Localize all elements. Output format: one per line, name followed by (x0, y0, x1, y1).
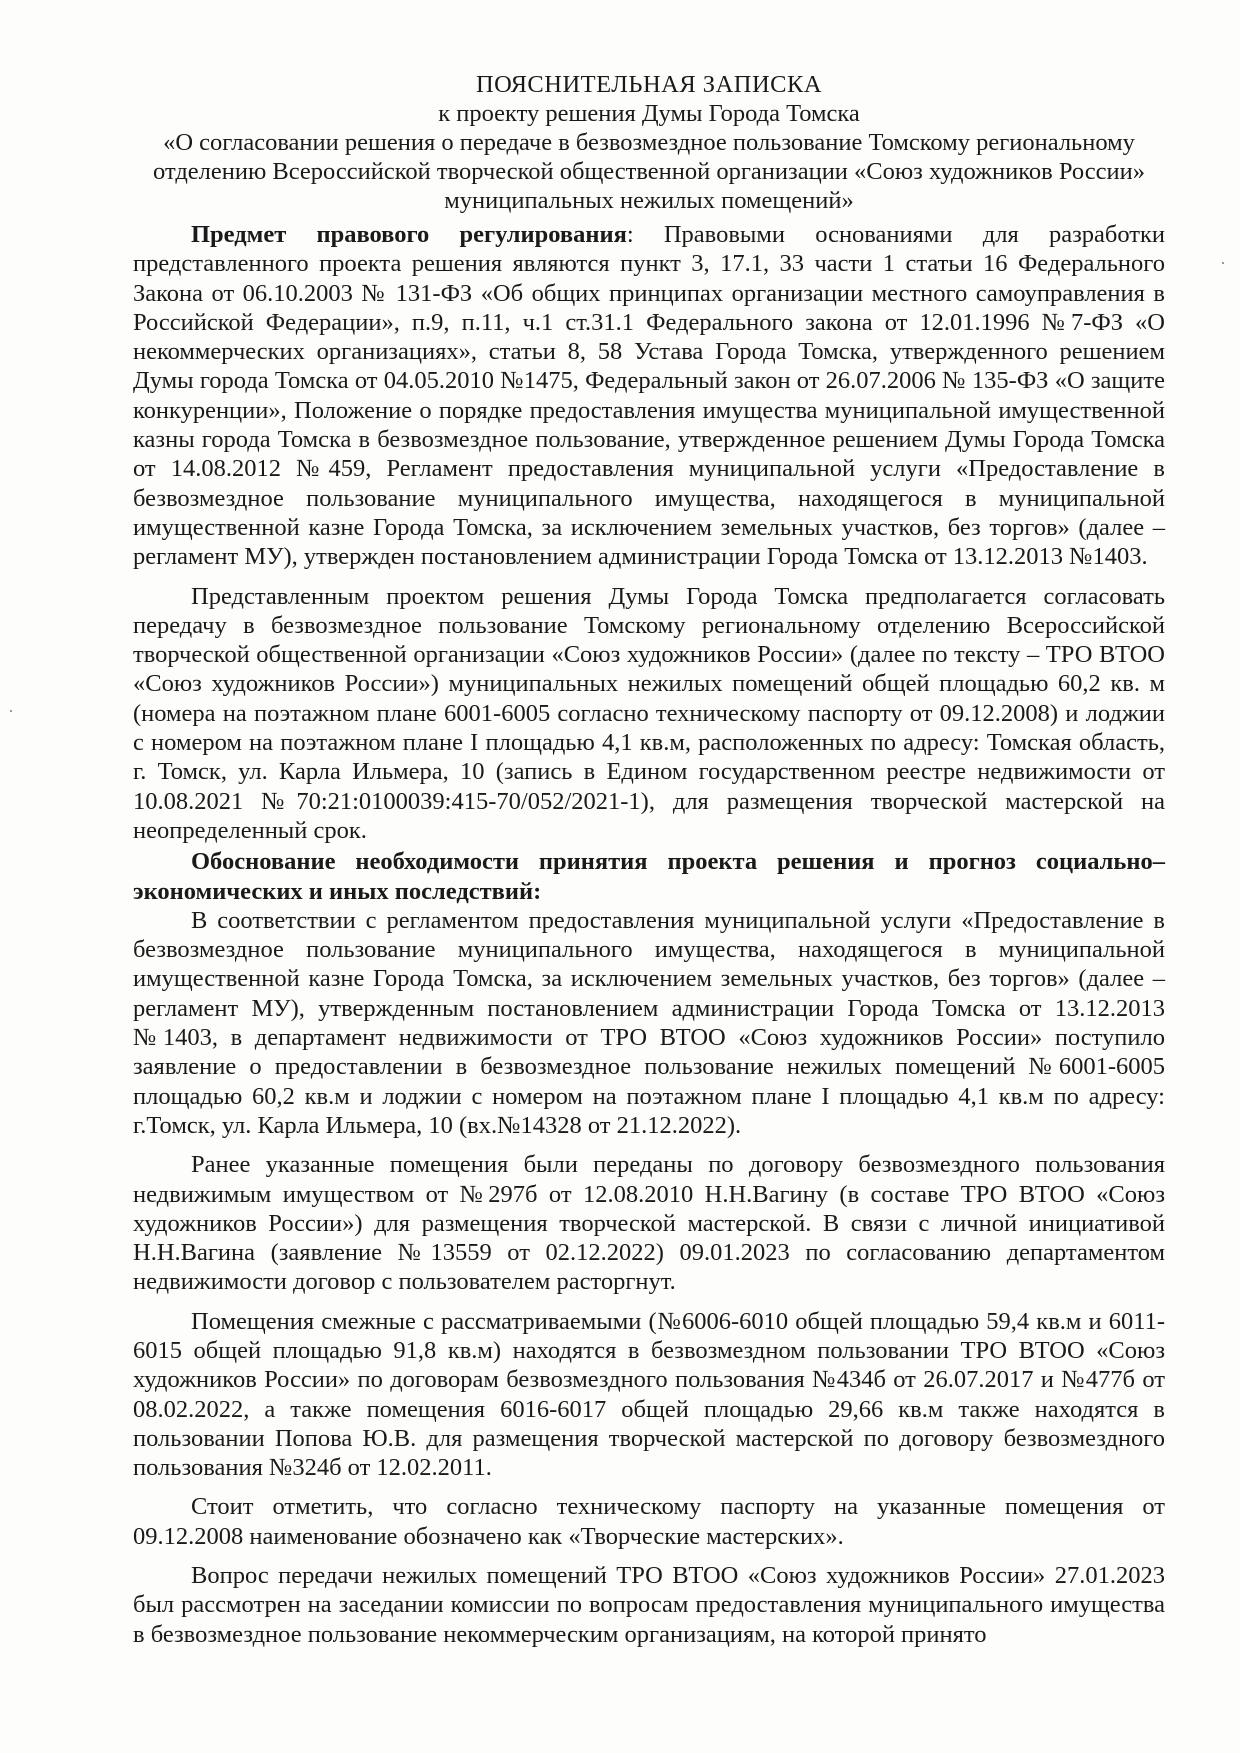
document-body (133, 70, 1165, 1649)
paragraph-regulation: В соответствии с регламентом предоставления муниципальной услуги «Предоставление в безвозмездное пользование муниципального имущества, находящегося в муниципальной имущественной казне Города Томска, за исключением земельных участков, без торгов» (далее – регламент МУ), утвержденным постановлением администрации Города Томска от 13.12.2013 №1403, в департамент недвижимости от ТРО ВТОО «Союз художников России» поступило заявление о предоставлении в безвозмездное пользование нежилых помещений №6001-6005 площадью 60,2 кв.м и лоджии с номером на поэтажном плане I площадью 4,1 кв.м по адресу: г.Томск, ул. Карла Ильмера, 10 (вх.№14328 от 21.12.2022). (133, 906, 1165, 1139)
section-justification-heading: Обоснование необходимости принятия проекта решения и прогноз социально–экономических и иных последствий: (133, 848, 1165, 905)
document-title: ПОЯСНИТЕЛЬНАЯ ЗАПИСКА (475, 71, 823, 98)
paragraph-commission: Вопрос передачи нежилых помещений ТРО ВТОО «Союз художников России» 27.01.2023 был рассмотрен на заседании комиссии по вопросам предоставления муниципального имущества в безвозмездное пользование некоммерческим организациям, на которой принято (133, 1562, 1165, 1648)
document-subject: «О согласовании решения о передаче в безвозмездное пользование Томскому региональному отделению Всероссийской творческой общественной организации «Союз художников России» муниципальных нежилых помещений» (153, 129, 1145, 214)
section-legal-basis (133, 220, 1165, 572)
paragraph-proposal: Представленным проектом решения Думы Города Томска предполагается согласовать передачу в безвозмездное пользование Томскому региональному отделению Всероссийской творческой общественной организации «Союз художников России» (далее по тексту – ТРО ВТОО «Союз художников России») муниципальных нежилых помещений общей площадью 60,2 кв. м (номера на поэтажном плане 6001-6005 согласно техническому паспорту от 09.12.2008) и лоджии с номером на поэтажном плане I площадью 4,1 кв.м, расположенных по адресу: Томская область, г. Томск, ул. Карла Ильмера, 10 (запись в Едином государственном реестре недвижимости от 10.08.2021 №70:21:0100039:415-70/052/2021-1), для размещения творческой мастерской на неопределенный срок. (133, 582, 1165, 844)
document-subtitle: к проекту решения Думы Города Томска (438, 100, 860, 127)
paragraph-adjacent-premises: Помещения смежные с рассматриваемыми (№6006-6010 общей площадью 59,4 кв.м и 6011-6015 общей площадью 91,8 кв.м) находятся в безвозмездном пользовании ТРО ВТОО «Союз художников России» по договорам безвозмездного пользования №434б от 26.07.2017 и №477б от 08.02.2022, а также помещения 6016-6017 общей площадью 29,66 кв.м также находятся в пользовании Попова Ю.В. для размещения творческой мастерской по договору безвозмездного пользования №324б от 12.02.2011. (133, 1307, 1165, 1482)
section-legal-basis-text: : Правовыми основаниями для разработки представленного проекта решения являются пункт 3, 17.1, 33 части 1 статьи 16 Федерального Закона от 06.10.2003 № 131-ФЗ «Об общих принципах организации местного самоуправления в Российской Федерации», п.9, п.11, ч.1 ст.31.1 Федерального закона от 12.01.1996 №7-ФЗ «О некоммерческих организациях», статьи 8, 58 Устава Города Томска, утвержденного решением Думы города Томска от 04.05.2010 №1475, Федеральный закон от 26.07.2006 № 135-ФЗ «О защите конкуренции», Положение о порядке предоставления имущества муниципальной имущественной казны города Томска в безвозмездное пользование, утвержденное решением Думы Города Томска от 14.08.2012 №459, Регламент предоставления муниципальной услуги «Предоставление в безвозмездное пользование муниципального имущества, находящегося в муниципальной имущественной казне Города Томска, за исключением земельных участков, без торгов» (далее – регламент МУ), утвержден постановлением администрации Города Томска от 13.12.2013 №1403. (133, 221, 1165, 571)
scan-speck (10, 710, 12, 712)
scan-speck (1222, 262, 1224, 264)
paragraph-technical-passport: Стоит отметить, что согласно техническому паспорту на указанные помещения от 09.12.2008 наименование обозначено как «Творческие мастерских». (133, 1493, 1165, 1550)
section-legal-basis-label: Предмет правового регулирования (191, 221, 627, 248)
paragraph-previous-use: Ранее указанные помещения были переданы по договору безвозмездного пользования недвижимым имуществом от №297б от 12.08.2010 Н.Н.Вагину (в составе ТРО ВТОО «Союз художников России») для размещения творческой мастерской. В связи с личной инициативой Н.Н.Вагина (заявление №13559 от 02.12.2022) 09.01.2023 по согласованию департаментом недвижимости договор с пользователем расторгнут. (133, 1151, 1165, 1296)
